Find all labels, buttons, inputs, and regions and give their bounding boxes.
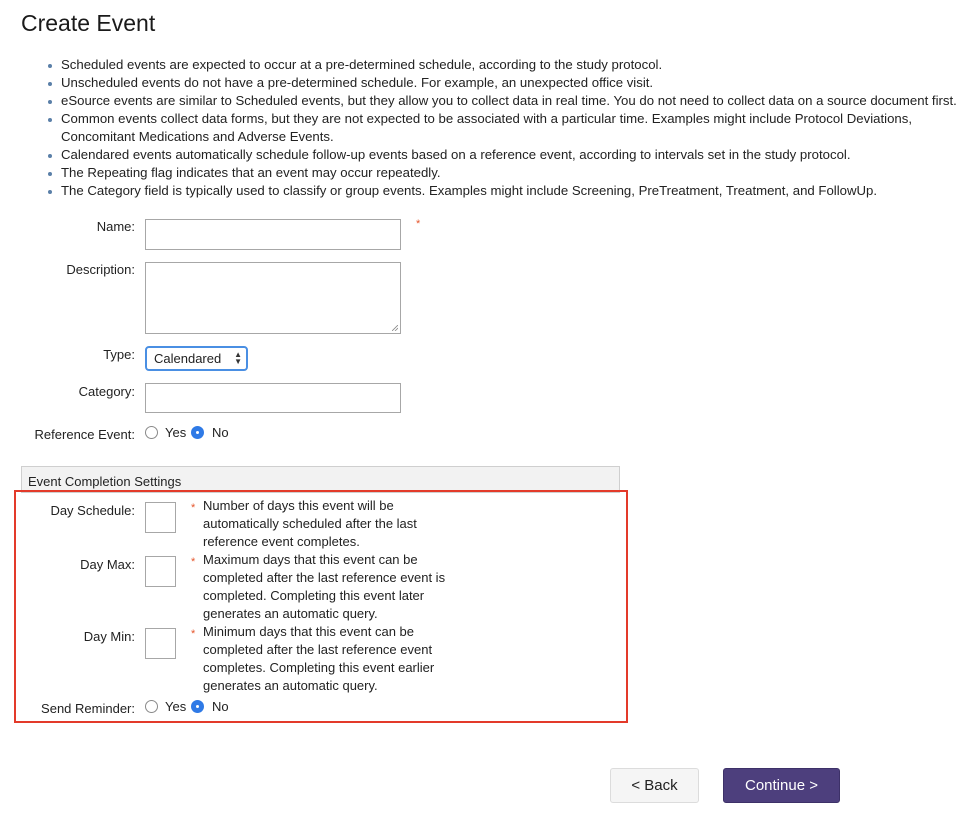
day-min-required-marker: * xyxy=(191,628,196,640)
name-input[interactable] xyxy=(145,219,401,250)
event-completion-settings-header: Event Completion Settings xyxy=(21,466,620,493)
select-arrows-icon: ▲ ▼ xyxy=(234,350,242,366)
day-max-label: Day Max: xyxy=(80,557,135,572)
page-title: Create Event xyxy=(21,10,156,36)
day-max-help: Maximum days that this event can be completed after the last reference event is completed. Completing this event later generates an automatic query. xyxy=(203,552,446,621)
type-select[interactable] xyxy=(145,346,248,371)
back-button[interactable]: < Back xyxy=(610,768,699,803)
reference-event-no-label: No xyxy=(212,425,229,440)
info-item-unscheduled: Unscheduled events do not have a pre-determined schedule. For example, an unexpected office visit. xyxy=(61,74,978,92)
info-item-category: The Category field is typically used to classify or group events. Examples might include Screening, PreTreatment, Treatment, and FollowUp. xyxy=(61,182,978,200)
info-item-common: Common events collect data forms, but they are not expected to be associated with a particular time. Examples might include Protocol Deviations, Concomitant Medications and Adverse Events. xyxy=(61,110,978,146)
day-min-input[interactable] xyxy=(145,628,176,659)
day-schedule-help: Number of days this event will be automatically scheduled after the last reference event completes. xyxy=(203,498,417,549)
description-label: Description: xyxy=(66,262,135,277)
send-reminder-no-radio[interactable] xyxy=(191,700,204,713)
send-reminder-no-label: No xyxy=(212,699,229,714)
continue-button[interactable]: Continue > xyxy=(723,768,840,803)
send-reminder-yes-label: Yes xyxy=(165,699,187,714)
day-min-help: Minimum days that this event can be completed after the last reference event completes. Completing this event earlier generates an automatic query. xyxy=(203,624,435,693)
info-item-esource: eSource events are similar to Scheduled events, but they allow you to collect data in real time. You do not need to collect data on a source document first. xyxy=(61,92,978,110)
type-label: Type: xyxy=(103,347,135,362)
info-list xyxy=(43,56,978,200)
day-max-input[interactable] xyxy=(145,556,176,587)
day-min-label: Day Min: xyxy=(83,629,135,644)
info-item-repeating: The Repeating flag indicates that an event may occur repeatedly. xyxy=(61,164,978,182)
day-schedule-required-marker: * xyxy=(191,502,196,514)
type-select-value: Calendared xyxy=(154,351,222,366)
description-textarea[interactable] xyxy=(145,262,401,334)
reference-event-yes-radio[interactable] xyxy=(145,426,158,439)
send-reminder-label: Send Reminder: xyxy=(41,701,135,716)
category-input[interactable] xyxy=(145,383,401,413)
info-item-calendared: Calendared events automatically schedule follow-up events based on a reference event, according to intervals set in the study protocol. xyxy=(61,146,978,164)
info-item-scheduled: Scheduled events are expected to occur at a pre-determined schedule, according to the study protocol. xyxy=(61,56,978,74)
reference-event-yes-label: Yes xyxy=(165,425,187,440)
day-max-required-marker: * xyxy=(191,556,196,568)
resize-handle-icon[interactable] xyxy=(392,325,398,331)
name-required-marker: * xyxy=(416,218,421,230)
day-schedule-label: Day Schedule: xyxy=(50,503,135,518)
reference-event-no-radio[interactable] xyxy=(191,426,204,439)
send-reminder-yes-radio[interactable] xyxy=(145,700,158,713)
category-label: Category: xyxy=(78,384,135,399)
day-schedule-input[interactable] xyxy=(145,502,176,533)
name-label: Name: xyxy=(96,219,135,234)
reference-event-label: Reference Event: xyxy=(34,427,135,442)
